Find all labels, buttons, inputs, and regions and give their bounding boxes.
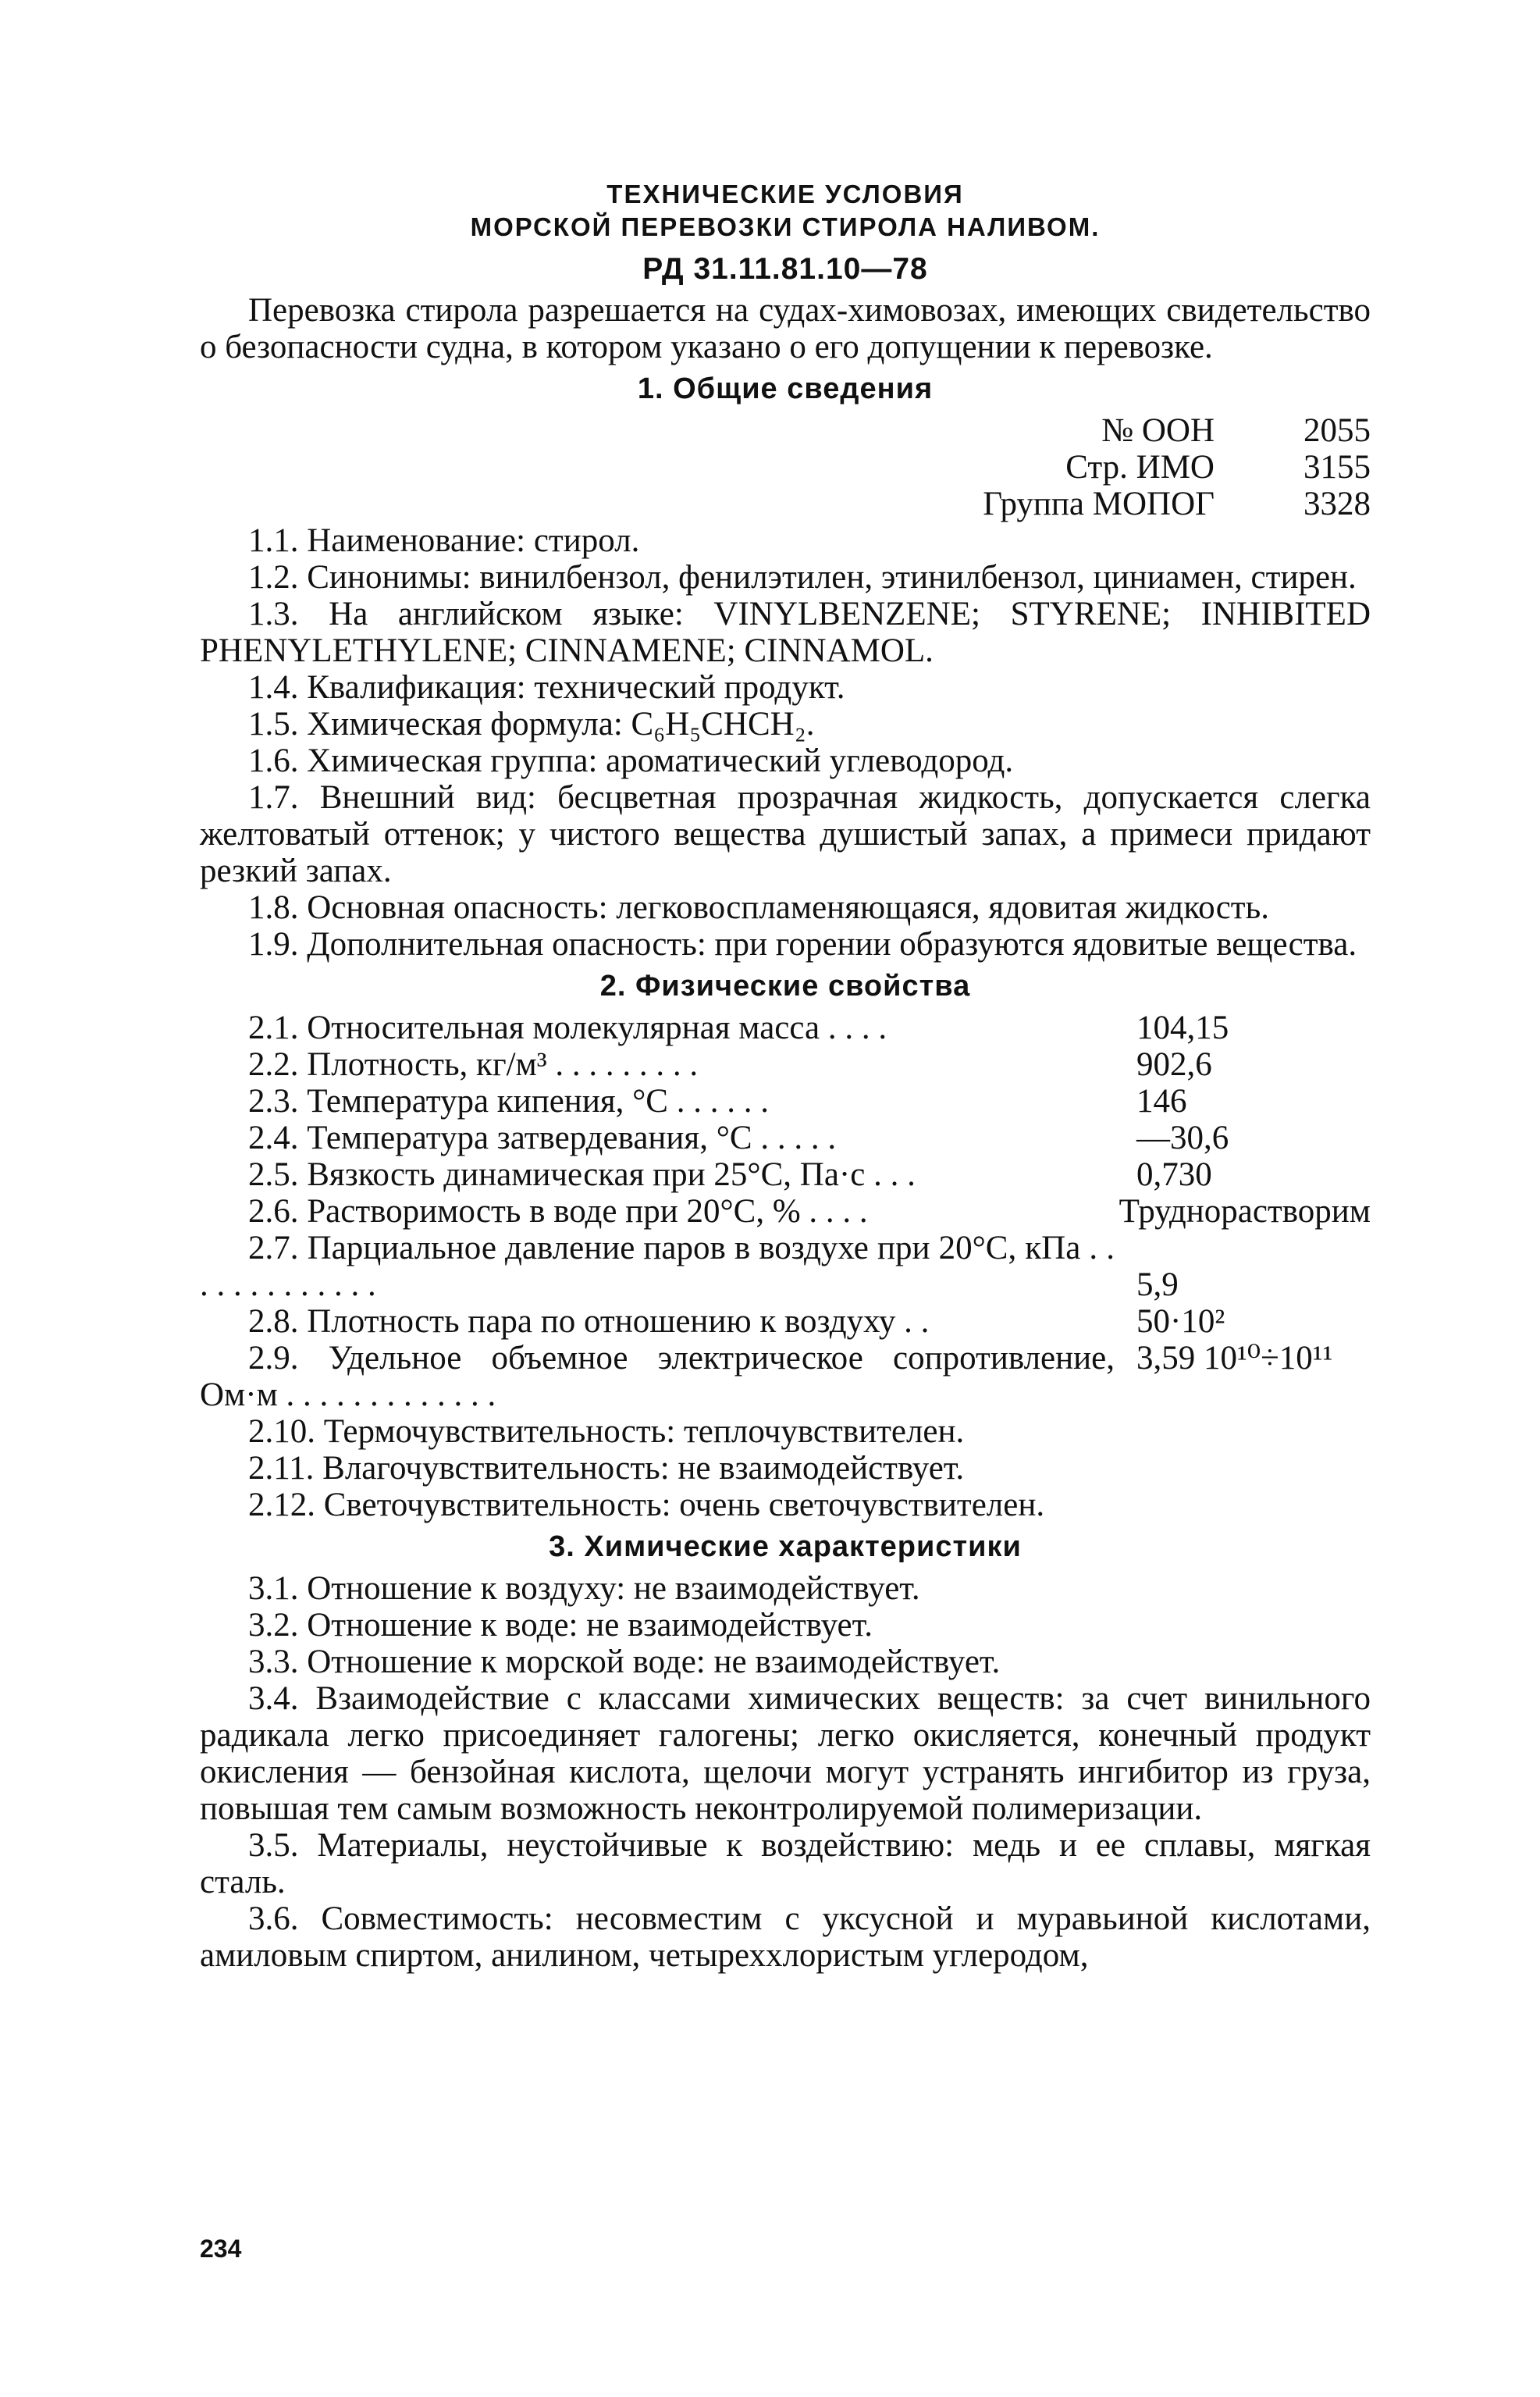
- property-value: 5,9: [1136, 1266, 1179, 1303]
- section-2-heading: 2. Физические свойства: [599, 970, 971, 1003]
- identifier-row: [934, 412, 1371, 449]
- section-3-heading: 3. Химические характеристики: [549, 1530, 1022, 1563]
- property-value: 3,59 10¹⁰÷10¹¹: [1136, 1340, 1333, 1377]
- property-row: [200, 1230, 1371, 1303]
- item-2-11: 2.11. Влагочувствительность: не взаимодействует.: [248, 1450, 965, 1487]
- identifier-row: [934, 449, 1371, 486]
- property-value: 50·10²: [1136, 1303, 1225, 1340]
- property-label: 2.8. Плотность пара по отношению к воздуху . .: [248, 1303, 930, 1340]
- item-1-4: 1.4. Квалификация: технический продукт.: [248, 669, 845, 706]
- property-value: 104,15: [1136, 1010, 1229, 1046]
- item-1-2: 1.2. Синонимы: винилбензол, фенилэтилен, этинилбензол, циниамен, стирен.: [248, 559, 1357, 596]
- document-title-line-2: МОРСКОЙ ПЕРЕВОЗКИ СТИРОЛА НАЛИВОМ.: [470, 212, 1101, 241]
- identifier-value: 3328: [1303, 486, 1371, 522]
- property-row: [200, 1010, 1371, 1046]
- intro-paragraph: Перевозка стирола разрешается на судах-химовозах, имеющих свидетельство о безопасности судна, в котором указано о его допущении к перевозке.: [200, 292, 1371, 365]
- property-label: 2.3. Температура кипения, °С . . . . . .: [248, 1083, 769, 1120]
- property-row: [200, 1046, 1371, 1083]
- identifier-label: Группа МОПОГ: [983, 486, 1215, 522]
- item-1-3: 1.3. На английском языке: VINYLBENZENE; STYRENE; INHIBITED PHENYLETHYLENE; CINNAMENE; CINNAMOL.: [200, 596, 1371, 669]
- item-3-5: 3.5. Материалы, неустойчивые к воздействию: медь и ее сплавы, мягкая сталь.: [200, 1827, 1371, 1900]
- item-2-10: 2.10. Термочувствительность: теплочувствителен.: [248, 1413, 965, 1450]
- item-1-6: 1.6. Химическая группа: ароматический углеводород.: [248, 743, 1014, 779]
- document-title-line-1: ТЕХНИЧЕСКИЕ УСЛОВИЯ: [606, 180, 964, 208]
- property-row: [200, 1156, 1371, 1193]
- property-label: 2.2. Плотность, кг/м³ . . . . . . . . .: [248, 1046, 699, 1083]
- item-1-9: 1.9. Дополнительная опасность: при горении образуются ядовитые вещества.: [248, 926, 1357, 963]
- item-3-4: 3.4. Взаимодействие с классами химических веществ: за счет винильного радикала легко присоединяет галогены; легко окисляется, конечный продукт окисления — бензойная кислота, щелочи могут устранять ингибитор из груза, повышая тем самым возможность неконтролируемой полимеризации.: [200, 1680, 1371, 1827]
- item-2-12: 2.12. Светочувствительность: очень светочувствителен.: [248, 1487, 1045, 1523]
- section-1-heading: 1. Общие сведения: [637, 372, 934, 405]
- item-3-2: 3.2. Отношение к воде: не взаимодействует.: [248, 1607, 873, 1644]
- item-3-6: 3.6. Совместимость: несовместим с уксусной и муравьиной кислотами, амиловым спиртом, анилином, четыреххлористым углеродом,: [200, 1900, 1371, 1974]
- identifier-row: [934, 486, 1371, 522]
- property-value: —30,6: [1136, 1120, 1229, 1156]
- item-3-1: 3.1. Отношение к воздуху: не взаимодействует.: [248, 1570, 920, 1607]
- property-value: 146: [1136, 1083, 1187, 1120]
- item-1-5: 1.5. Химическая формула: C₆H₅CHCH₂.: [248, 706, 815, 743]
- property-row: [200, 1120, 1371, 1156]
- property-label: 2.4. Температура затвердевания, °С . . . . .: [248, 1120, 837, 1156]
- property-label: 2.7. Парциальное давление паров в воздухе при 20°С, кПа . . . . . . . . . . . . .: [200, 1230, 1115, 1303]
- identifier-label: № ООН: [1101, 412, 1215, 449]
- property-value: Труднорастворим: [1119, 1193, 1371, 1230]
- property-label: 2.9. Удельное объемное электрическое сопротивление, Ом·м . . . . . . . . . . . . .: [200, 1340, 1115, 1413]
- property-value: 0,730: [1136, 1156, 1212, 1193]
- property-label: 2.6. Растворимость в воде при 20°С, % . . . .: [248, 1193, 868, 1230]
- property-label: 2.5. Вязкость динамическая при 25°С, Па·с . . .: [248, 1156, 916, 1193]
- property-label: 2.1. Относительная молекулярная масса . . . .: [248, 1010, 887, 1046]
- property-value: 902,6: [1136, 1046, 1212, 1083]
- identifier-value: 2055: [1303, 412, 1371, 449]
- identifier-value: 3155: [1303, 449, 1371, 486]
- page-number: 234: [200, 2235, 242, 2263]
- property-row: [200, 1193, 1371, 1230]
- item-1-1: 1.1. Наименование: стирол.: [248, 522, 640, 559]
- identifier-table: [934, 412, 1371, 522]
- document-page: [200, 178, 1371, 1974]
- document-code: РД 31.11.81.10—78: [642, 252, 928, 286]
- property-row: [200, 1340, 1371, 1413]
- property-row: [200, 1083, 1371, 1120]
- property-row: [200, 1303, 1371, 1340]
- item-1-7: 1.7. Внешний вид: бесцветная прозрачная жидкость, допускается слегка желтоватый оттенок; у чистого вещества душистый запах, а примеси придают резкий запах.: [200, 779, 1371, 889]
- identifier-label: Стр. ИМО: [1065, 449, 1215, 486]
- item-3-3: 3.3. Отношение к морской воде: не взаимодействует.: [248, 1644, 1001, 1680]
- item-1-8: 1.8. Основная опасность: легковоспламеняющаяся, ядовитая жидкость.: [248, 889, 1269, 926]
